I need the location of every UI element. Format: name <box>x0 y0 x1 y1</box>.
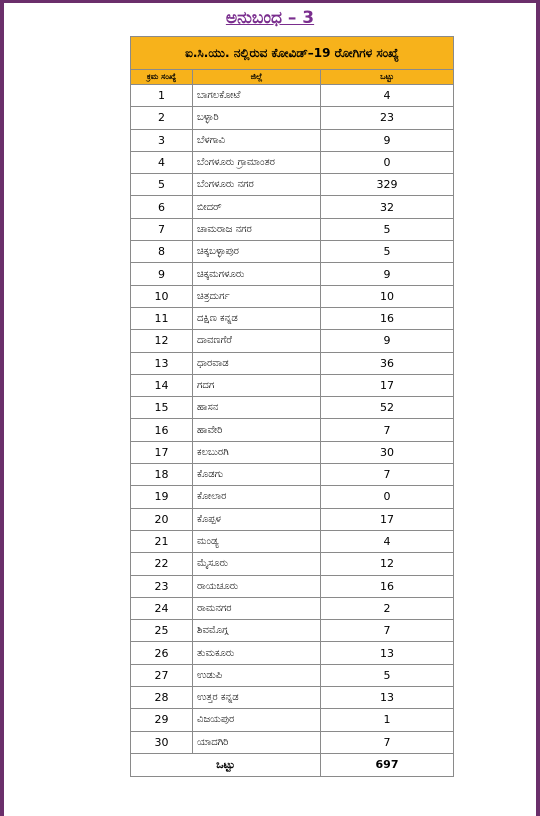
row-district: ಹಾವೇರಿ <box>193 419 321 441</box>
row-count: 5 <box>321 218 454 240</box>
row-district: ಯಾದಗಿರಿ <box>193 731 321 753</box>
table-row <box>131 464 454 486</box>
table-row <box>131 285 454 307</box>
row-serial: 11 <box>131 307 193 329</box>
row-serial: 20 <box>131 508 193 530</box>
row-serial: 13 <box>131 352 193 374</box>
table-row <box>131 664 454 686</box>
row-serial: 4 <box>131 151 193 173</box>
row-count: 30 <box>321 441 454 463</box>
row-district: ಬೆಂಗಳೂರು ನಗರ <box>193 174 321 196</box>
table-row <box>131 508 454 530</box>
table-row <box>131 218 454 240</box>
row-district: ಕಲಬುರಗಿ <box>193 441 321 463</box>
row-count: 0 <box>321 486 454 508</box>
row-serial: 28 <box>131 687 193 709</box>
row-serial: 19 <box>131 486 193 508</box>
table-row <box>131 330 454 352</box>
row-serial: 29 <box>131 709 193 731</box>
table-row <box>131 241 454 263</box>
row-district: ಬೆಂಗಳೂರು ಗ್ರಾಮಾಂತರ <box>193 151 321 173</box>
table-banner: ಐ.ಸಿ.ಯು. ನಲ್ಲಿರುವ ಕೋವಿಡ್–19 ರೋಗಿಗಳ ಸಂಖ್ಯೆ <box>131 37 454 70</box>
row-count: 4 <box>321 530 454 552</box>
row-district: ಚಿತ್ರದುರ್ಗ <box>193 285 321 307</box>
row-district: ದಕ್ಷಿಣ ಕನ್ನಡ <box>193 307 321 329</box>
table-row <box>131 174 454 196</box>
row-district: ಶಿವಮೊಗ್ಗ <box>193 620 321 642</box>
table-row <box>131 107 454 129</box>
annex-title: ಅನುಬಂಧ – 3 <box>225 8 315 28</box>
table-row <box>131 307 454 329</box>
row-district: ರಾಯಚೂರು <box>193 575 321 597</box>
row-count: 7 <box>321 419 454 441</box>
row-district: ಕೊಡಗು <box>193 464 321 486</box>
row-serial: 30 <box>131 731 193 753</box>
row-district: ಉತ್ತರ ಕನ್ನಡ <box>193 687 321 709</box>
row-count: 5 <box>321 664 454 686</box>
row-count: 5 <box>321 241 454 263</box>
row-count: 1 <box>321 709 454 731</box>
total-row <box>131 753 454 776</box>
row-serial: 5 <box>131 174 193 196</box>
row-district: ಬಾಗಲಕೋಟೆ <box>193 85 321 107</box>
table-row <box>131 374 454 396</box>
row-serial: 18 <box>131 464 193 486</box>
table-row <box>131 553 454 575</box>
row-serial: 1 <box>131 85 193 107</box>
row-count: 10 <box>321 285 454 307</box>
row-serial: 3 <box>131 129 193 151</box>
row-district: ಬೀದರ್ <box>193 196 321 218</box>
row-serial: 8 <box>131 241 193 263</box>
row-district: ಮಂಡ್ಯ <box>193 530 321 552</box>
row-serial: 24 <box>131 597 193 619</box>
table-row <box>131 687 454 709</box>
table-row <box>131 530 454 552</box>
header-district: ಜಿಲ್ಲೆ <box>193 70 321 85</box>
row-serial: 25 <box>131 620 193 642</box>
table-row <box>131 397 454 419</box>
row-count: 23 <box>321 107 454 129</box>
row-count: 17 <box>321 508 454 530</box>
total-value: 697 <box>321 753 454 776</box>
row-count: 4 <box>321 85 454 107</box>
icu-covid-table <box>130 36 454 777</box>
row-count: 7 <box>321 464 454 486</box>
row-count: 13 <box>321 642 454 664</box>
header-serial: ಕ್ರಮ ಸಂಖ್ಯೆ <box>131 70 193 85</box>
row-district: ಗದಗ <box>193 374 321 396</box>
table-row <box>131 441 454 463</box>
row-count: 7 <box>321 620 454 642</box>
row-count: 17 <box>321 374 454 396</box>
table-row <box>131 151 454 173</box>
row-count: 2 <box>321 597 454 619</box>
row-serial: 15 <box>131 397 193 419</box>
table-row <box>131 731 454 753</box>
row-serial: 26 <box>131 642 193 664</box>
table-row <box>131 419 454 441</box>
table-row <box>131 196 454 218</box>
row-serial: 17 <box>131 441 193 463</box>
row-district: ಹಾಸನ <box>193 397 321 419</box>
row-district: ರಾಮನಗರ <box>193 597 321 619</box>
row-serial: 10 <box>131 285 193 307</box>
row-serial: 14 <box>131 374 193 396</box>
row-count: 16 <box>321 307 454 329</box>
row-count: 7 <box>321 731 454 753</box>
row-district: ಉಡುಪಿ <box>193 664 321 686</box>
row-district: ಬಳ್ಳಾರಿ <box>193 107 321 129</box>
row-district: ಚಿಕ್ಕಬಳ್ಳಾಪುರ <box>193 241 321 263</box>
row-serial: 23 <box>131 575 193 597</box>
row-serial: 21 <box>131 530 193 552</box>
row-serial: 2 <box>131 107 193 129</box>
row-serial: 7 <box>131 218 193 240</box>
table-row <box>131 620 454 642</box>
row-district: ಮೈಸೂರು <box>193 553 321 575</box>
row-serial: 22 <box>131 553 193 575</box>
row-district: ಚಿಕ್ಕಮಗಳೂರು <box>193 263 321 285</box>
row-count: 9 <box>321 263 454 285</box>
row-count: 16 <box>321 575 454 597</box>
row-district: ಧಾರವಾಡ <box>193 352 321 374</box>
total-label: ಒಟ್ಟು <box>131 753 321 776</box>
table-row <box>131 709 454 731</box>
row-district: ತುಮಕೂರು <box>193 642 321 664</box>
table-row <box>131 575 454 597</box>
row-district: ಚಾಮರಾಜ ನಗರ <box>193 218 321 240</box>
row-count: 12 <box>321 553 454 575</box>
row-district: ಬೆಳಗಾವಿ <box>193 129 321 151</box>
table-row <box>131 352 454 374</box>
row-count: 9 <box>321 129 454 151</box>
table-row <box>131 85 454 107</box>
header-total: ಒಟ್ಟು <box>321 70 454 85</box>
row-serial: 16 <box>131 419 193 441</box>
table-row <box>131 597 454 619</box>
row-serial: 6 <box>131 196 193 218</box>
table-row <box>131 129 454 151</box>
row-count: 52 <box>321 397 454 419</box>
row-count: 32 <box>321 196 454 218</box>
row-district: ಕೋಲಾರ <box>193 486 321 508</box>
row-district: ದಾವಣಗೆರೆ <box>193 330 321 352</box>
table-row <box>131 263 454 285</box>
row-count: 0 <box>321 151 454 173</box>
row-serial: 12 <box>131 330 193 352</box>
row-district: ಕೊಪ್ಪಳ <box>193 508 321 530</box>
row-district: ವಿಜಯಪುರ <box>193 709 321 731</box>
table-row <box>131 486 454 508</box>
row-count: 9 <box>321 330 454 352</box>
row-count: 329 <box>321 174 454 196</box>
row-count: 13 <box>321 687 454 709</box>
row-serial: 27 <box>131 664 193 686</box>
row-count: 36 <box>321 352 454 374</box>
table-row <box>131 642 454 664</box>
row-serial: 9 <box>131 263 193 285</box>
